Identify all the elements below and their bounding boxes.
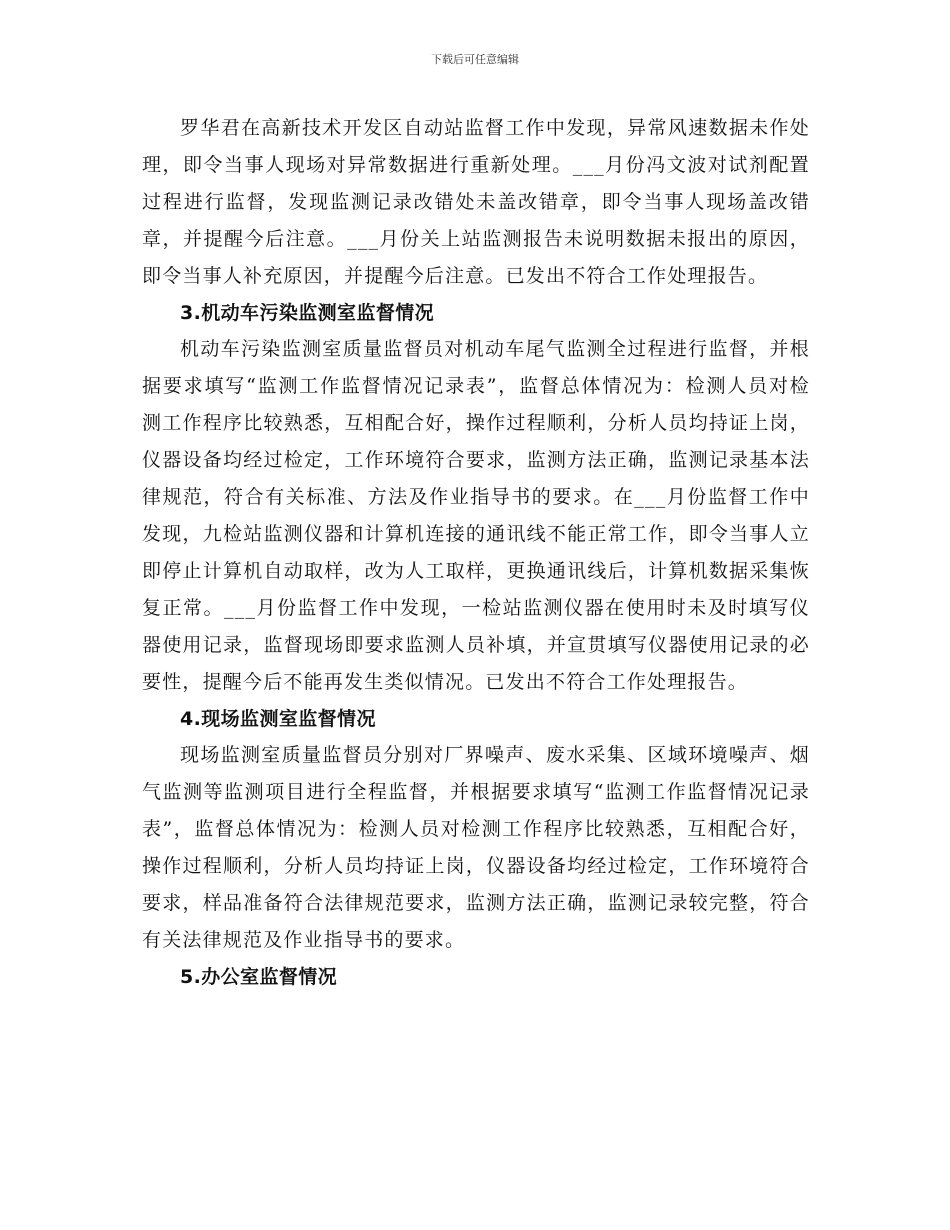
paragraph-vehicle-lab: 机动车污染监测室质量监督员对机动车尾气监测全过程进行监督，并根据要求填写“监测工作监督情况记录表”，监督总体情况为：检测人员对检测工作程序比较熟悉，互相配合好，操作过程顺利，分析人员均持证上岗，仪器设备均经过检定，工作环境符合要求，监测方法正确，监测记录基本法律规范，符合有关标准、方法及作业指导书的要求。在___月份监督工作中发现，九检站监测仪器和计算机连接的通讯线不能正常工作，即令当事人立即停止计算机自动取样，改为人工取样，更换通讯线后，计算机数据采集恢复正常。___月份监督工作中发现，一检站监测仪器在使用时未及时填写仪器使用记录，监督现场即要求监测人员补填，并宣贯填写仪器使用记录的必要性，提醒今后不能再发生类似情况。已发出不符合工作处理报告。 xyxy=(142,338,810,693)
paragraph-supervision-findings: 罗华君在高新技术开发区自动站监督工作中发现，异常风速数据未作处理，即令当事人现场对异常数据进行重新处理。___月份冯文波对试剂配置过程进行监督，发现监测记录改错处未盖改错章，即令当事人现场盖改错章，并提醒今后注意。___月份关上站监测报告未说明数据未报出的原因，即令当事人补充原因，并提醒今后注意。已发出不符合工作处理报告。 xyxy=(142,117,810,287)
paragraph-field-lab: 现场监测室质量监督员分别对厂界噪声、废水采集、区域环境噪声、烟气监测等监测项目进行全程监督，并根据要求填写“监测工作监督情况记录表”，监督总体情况为：检测人员对检测工作程序比较熟悉，互相配合好，操作过程顺利，分析人员均持证上岗，仪器设备均经过检定，工作环境符合要求，样品准备符合法律规范要求，监测方法正确，监测记录较完整，符合有关法律规范及作业指导书的要求。 xyxy=(142,744,810,951)
section-heading-office: 5.办公室监督情况 xyxy=(180,965,338,988)
section-heading-vehicle-lab: 3.机动车污染监测室监督情况 xyxy=(180,301,435,324)
section-heading-field-lab: 4.现场监测室监督情况 xyxy=(180,707,376,730)
page-header: 下载后可任意编辑 xyxy=(431,53,519,66)
document-body xyxy=(142,110,810,996)
